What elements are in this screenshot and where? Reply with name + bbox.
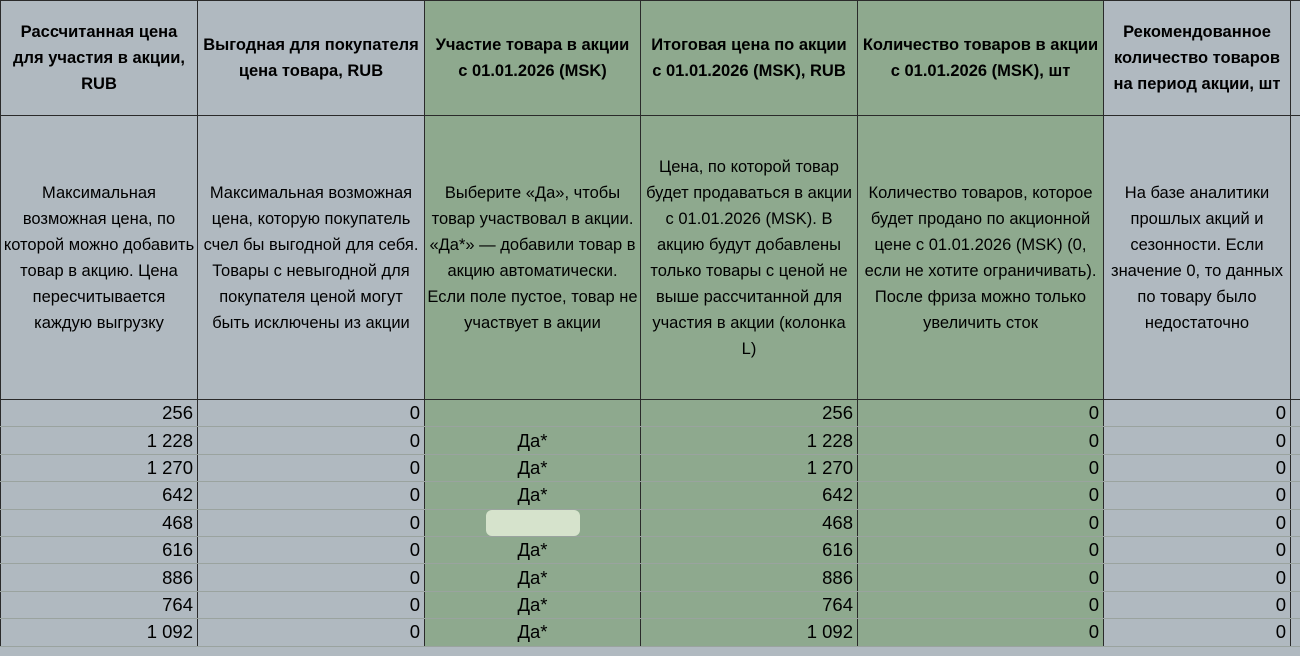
participation-cell[interactable] [425,509,641,536]
recommended-cell[interactable] [1104,591,1291,618]
cell-value: 256 [162,402,193,424]
buyer-price-cell[interactable] [198,536,425,563]
cell-value: 0 [1088,429,1099,451]
table-row [1,400,1300,427]
header-calc-price[interactable]: Рассчитанная цена для участия в акции, RUB [1,1,198,116]
recommended-cell[interactable] [1104,509,1291,536]
participation-cell[interactable] [425,619,641,646]
header-row [1,1,1300,116]
desc-quantity[interactable]: Количество товаров, которое будет продано по акционной цене с 01.01.2026 (MSK) (0, если не хотите ограничивать). После фриза можно только увеличить сток [858,116,1104,400]
cell-value: 0 [1088,456,1099,478]
buyer-price-cell[interactable] [198,400,425,427]
cell-value: 0 [1088,511,1099,533]
buyer-price-cell[interactable] [198,564,425,591]
cell-value: 0 [1275,511,1286,533]
cell-value: 1 228 [146,429,193,451]
cell-value: 1 270 [146,456,193,478]
calc-price-cell[interactable] [1,536,198,563]
final-price-cell[interactable] [641,482,858,509]
participation-cell[interactable] [425,482,641,509]
edge-cell[interactable] [1291,619,1300,646]
desc-final-price[interactable]: Цена, по которой товар будет продаваться в акции с 01.01.2026 (MSK). В акцию будут добавлены только товары с ценой не выше рассчитанной для участия в акции (колонка L) [641,116,858,400]
calc-price-cell[interactable] [1,564,198,591]
cell-value: 0 [1088,593,1099,615]
cell-value: Да* [517,593,548,615]
table-row [1,454,1300,481]
calc-price-cell[interactable] [1,454,198,481]
cell-value: 0 [409,484,420,506]
cell-value: 0 [409,621,420,643]
cell-value: Да* [517,539,548,561]
table-row [1,564,1300,591]
table-row [1,509,1300,536]
cell-value: 616 [162,539,193,561]
calc-price-cell[interactable] [1,509,198,536]
final-price-cell[interactable] [641,454,858,481]
cell-value: 0 [409,593,420,615]
quantity-cell[interactable] [858,619,1104,646]
buyer-price-cell[interactable] [198,454,425,481]
cell-value: 0 [409,511,420,533]
cell-value: 468 [822,511,853,533]
final-price-cell[interactable] [641,400,858,427]
cell-value: 764 [162,593,193,615]
cell-value: 468 [162,511,193,533]
cell-value: 616 [822,539,853,561]
quantity-cell[interactable] [858,454,1104,481]
edge-cell[interactable] [1291,564,1300,591]
cell-value: 256 [822,402,853,424]
cell-value: 1 092 [806,621,853,643]
participation-cell[interactable] [425,564,641,591]
recommended-cell[interactable] [1104,619,1291,646]
participation-cell[interactable] [425,400,641,427]
cell-value: Да* [517,484,548,506]
cell-value: 886 [162,566,193,588]
header-buyer-price[interactable]: Выгодная для покупателя цена товара, RUB [198,1,425,116]
cell-value: 0 [1275,566,1286,588]
table-row [1,536,1300,563]
table-row [1,591,1300,618]
buyer-price-cell[interactable] [198,427,425,454]
cell-value: 642 [822,484,853,506]
calc-price-cell[interactable] [1,482,198,509]
calc-price-cell[interactable] [1,427,198,454]
cell-value: 0 [1275,539,1286,561]
edge-cell[interactable] [1291,482,1300,509]
calc-price-cell[interactable] [1,619,198,646]
header-participation[interactable]: Участие товара в акции с 01.01.2026 (MSK) [425,1,641,116]
recommended-cell[interactable] [1104,454,1291,481]
participation-cell[interactable] [425,536,641,563]
cell-value: 1 270 [806,456,853,478]
quantity-cell[interactable] [858,482,1104,509]
final-price-cell[interactable] [641,619,858,646]
calc-price-cell[interactable] [1,400,198,427]
quantity-cell[interactable] [858,509,1104,536]
cell-value: 0 [1275,621,1286,643]
buyer-price-cell[interactable] [198,509,425,536]
description-row [1,116,1300,400]
cell-value: Да* [517,456,548,478]
edge-cell[interactable] [1291,454,1300,481]
edge-cell[interactable] [1291,536,1300,563]
table-row [1,619,1300,646]
recommended-cell[interactable] [1104,400,1291,427]
quantity-cell[interactable] [858,427,1104,454]
cell-value: 1 092 [146,621,193,643]
cell-value: 1 228 [806,429,853,451]
header-edge-cell[interactable] [1291,1,1300,116]
final-price-cell[interactable] [641,536,858,563]
header-quantity[interactable]: Количество товаров в акции с 01.01.2026 (MSK), шт [858,1,1104,116]
table-row [1,427,1300,454]
calc-price-cell[interactable] [1,591,198,618]
cell-value: 0 [409,566,420,588]
buyer-price-cell[interactable] [198,591,425,618]
final-price-cell[interactable] [641,509,858,536]
cell-value: 0 [1088,539,1099,561]
quantity-cell[interactable] [858,591,1104,618]
cell-value: 886 [822,566,853,588]
cell-value: 0 [1088,621,1099,643]
quantity-cell[interactable] [858,400,1104,427]
cell-value: 0 [1275,456,1286,478]
desc-edge-cell[interactable] [1291,116,1300,400]
cell-value: 0 [1275,402,1286,424]
edge-cell[interactable] [1291,509,1300,536]
cell-value: 0 [1275,429,1286,451]
buyer-price-cell[interactable] [198,482,425,509]
buyer-price-cell[interactable] [198,619,425,646]
edge-cell[interactable] [1291,400,1300,427]
cell-value: 0 [1088,566,1099,588]
final-price-cell[interactable] [641,564,858,591]
quantity-cell[interactable] [858,564,1104,591]
recommended-cell[interactable] [1104,427,1291,454]
final-price-cell[interactable] [641,591,858,618]
cell-value: Да* [517,621,548,643]
edge-cell[interactable] [1291,591,1300,618]
participation-cell[interactable] [425,454,641,481]
header-final-price[interactable]: Итоговая цена по акции с 01.01.2026 (MSK), RUB [641,1,858,116]
cell-value: 0 [1275,593,1286,615]
quantity-cell[interactable] [858,536,1104,563]
cell-value: 0 [1088,402,1099,424]
header-recommended[interactable]: Рекомендованное количество товаров на период акции, шт [1104,1,1291,116]
cell-value: Да* [517,566,548,588]
cell-value: 642 [162,484,193,506]
recommended-cell[interactable] [1104,564,1291,591]
desc-calc-price[interactable]: Максимальная возможная цена, по которой можно добавить товар в акцию. Цена пересчитывается каждую выгрузку [1,116,198,400]
cell-value: 0 [409,429,420,451]
desc-participation[interactable]: Выберите «Да», чтобы товар участвовал в акции. «Да*» — добавили товар в акцию автоматически. Если поле пустое, товар не участвует в акции [425,116,641,400]
participation-cell[interactable] [425,427,641,454]
recommended-cell[interactable] [1104,482,1291,509]
cell-value: 764 [822,593,853,615]
cell-value: 0 [409,402,420,424]
cell-value: Да* [517,429,548,451]
recommended-cell[interactable] [1104,536,1291,563]
participation-cell[interactable] [425,591,641,618]
table-row [1,482,1300,509]
cell-value: 0 [409,539,420,561]
cell-value: 0 [1088,484,1099,506]
edge-cell[interactable] [1291,427,1300,454]
final-price-cell[interactable] [641,427,858,454]
cell-value: 0 [409,456,420,478]
desc-recommended[interactable]: На базе аналитики прошлых акций и сезонности. Если значение 0, то данных по товару было недостаточно [1104,116,1291,400]
redacted-value [486,510,580,536]
desc-buyer-price[interactable]: Максимальная возможная цена, которую покупатель счел бы выгодной для себя. Товары с невыгодной для покупателя ценой могут быть исключены из акции [198,116,425,400]
cell-value: 0 [1275,484,1286,506]
